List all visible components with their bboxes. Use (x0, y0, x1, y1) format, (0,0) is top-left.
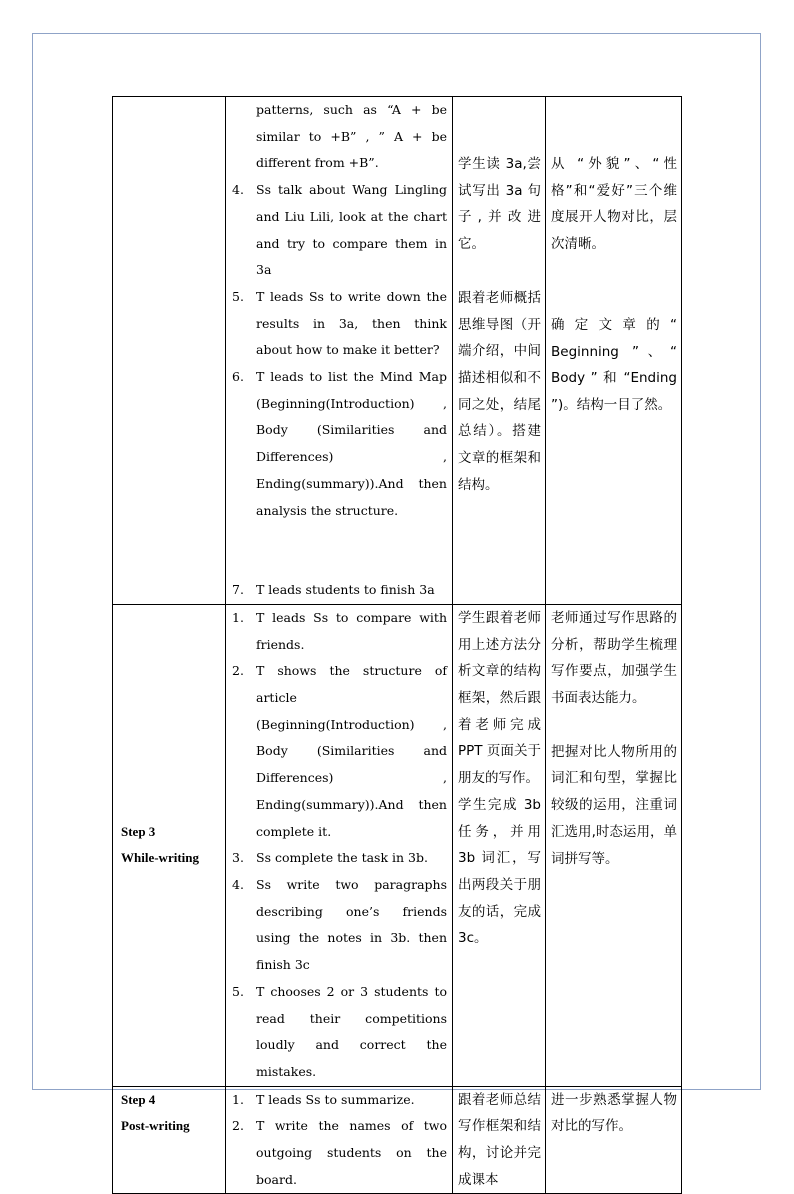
student-activity-cell (453, 97, 546, 605)
activity-item: 4. Ss write two paragraphs describing one’s friends using the notes in 3b. then finish 3c (232, 876, 447, 973)
activity-item: 5. T leads Ss to write down the results in 3a, then think about how to make it better? (232, 288, 447, 358)
step-label: While-writing (121, 850, 199, 866)
student-activity-text: 跟着老师概括思维导图（开端介绍，中间描述相似和不同之处，结尾总结）。搭建文章的框架和结构。 (458, 289, 541, 493)
student-activity-text: 学生完成 3b 任务，并用 3b 词汇，写出两段关于朋友的话，完成 3c。 (458, 796, 541, 947)
activity-cell (226, 97, 453, 605)
activity-item: 2. T write the names of two outgoing students on the board. (232, 1118, 447, 1187)
purpose-cell (546, 1086, 682, 1194)
activity-item: 4. Ss talk about Wang Lingling and Liu Lili, look at the chart and try to compare them in 3a (232, 182, 447, 278)
activity-item: 3. Ss complete the task in 3b. (232, 850, 428, 866)
table-row (113, 604, 682, 1086)
step-cell (113, 97, 226, 605)
activity-item: 1. T leads Ss to summarize. (232, 1091, 415, 1107)
table-row (113, 1086, 682, 1194)
purpose-text: 老师通过写作思路的分析，帮助学生梳理写作要点，加强学生书面表达能力。 (551, 609, 677, 707)
step-title: Step 4 (121, 1091, 156, 1107)
purpose-text: 进一步熟悉掌握人物对比的写作。 (551, 1091, 677, 1135)
activity-item: 6. T leads to list the Mind Map (Beginning(Introduction) , Body (Similarities and Differences) , Ending(summary)).And then analysis the structure. (232, 369, 447, 518)
student-activity-text: 跟着老师总结写作框架和结构，讨论并完成课本 (458, 1091, 541, 1188)
purpose-cell (546, 97, 682, 605)
activity-item: 5. T chooses 2 or 3 students to read their competitions loudly and correct the mistakes. (232, 983, 447, 1079)
activity-item: 2. T shows the structure of article (Beginning(Introduction) , Body (Similarities and Differences) , Ending(summary)).And then complete it. (232, 663, 447, 839)
step-cell (113, 1086, 226, 1194)
activity-item: 1. T leads Ss to compare with friends. (232, 609, 447, 652)
lesson-plan-table (112, 96, 682, 1194)
step-title: Step 3 (121, 823, 156, 839)
student-activity-text: 学生跟着老师用上述方法分析文章的结构框架，然后跟着老师完成 PPT 页面关于朋友的写作。 (458, 609, 541, 787)
activity-item: patterns, such as “A + be similar to +B” , ” A + be different from +B”. (256, 102, 447, 171)
step-cell (113, 604, 226, 1086)
purpose-cell (546, 604, 682, 1086)
purpose-text: 从 “外貌”、“性格”和“爱好”三个维度展开人物对比，层次清晰。 (551, 156, 677, 253)
activity-cell (226, 1086, 453, 1194)
table-row (113, 97, 682, 605)
purpose-text: 确 定 文 章 的 “ Beginning ”、“ Body ” 和 “Ending ”)。结构一目了然。 (551, 316, 677, 413)
student-activity-text: 学生读 3a,尝试写出 3a 句子,并改进它。 (458, 156, 541, 253)
activity-item: 7. T leads students to finish 3a (232, 582, 435, 598)
purpose-text: 把握对比人物所用的词汇和句型，掌握比较级的运用，注重词汇选用,时态运用，单词拼写等。 (551, 743, 677, 867)
student-activity-cell (453, 1086, 546, 1194)
student-activity-cell (453, 604, 546, 1086)
step-label: Post-writing (121, 1118, 190, 1134)
activity-cell (226, 604, 453, 1086)
